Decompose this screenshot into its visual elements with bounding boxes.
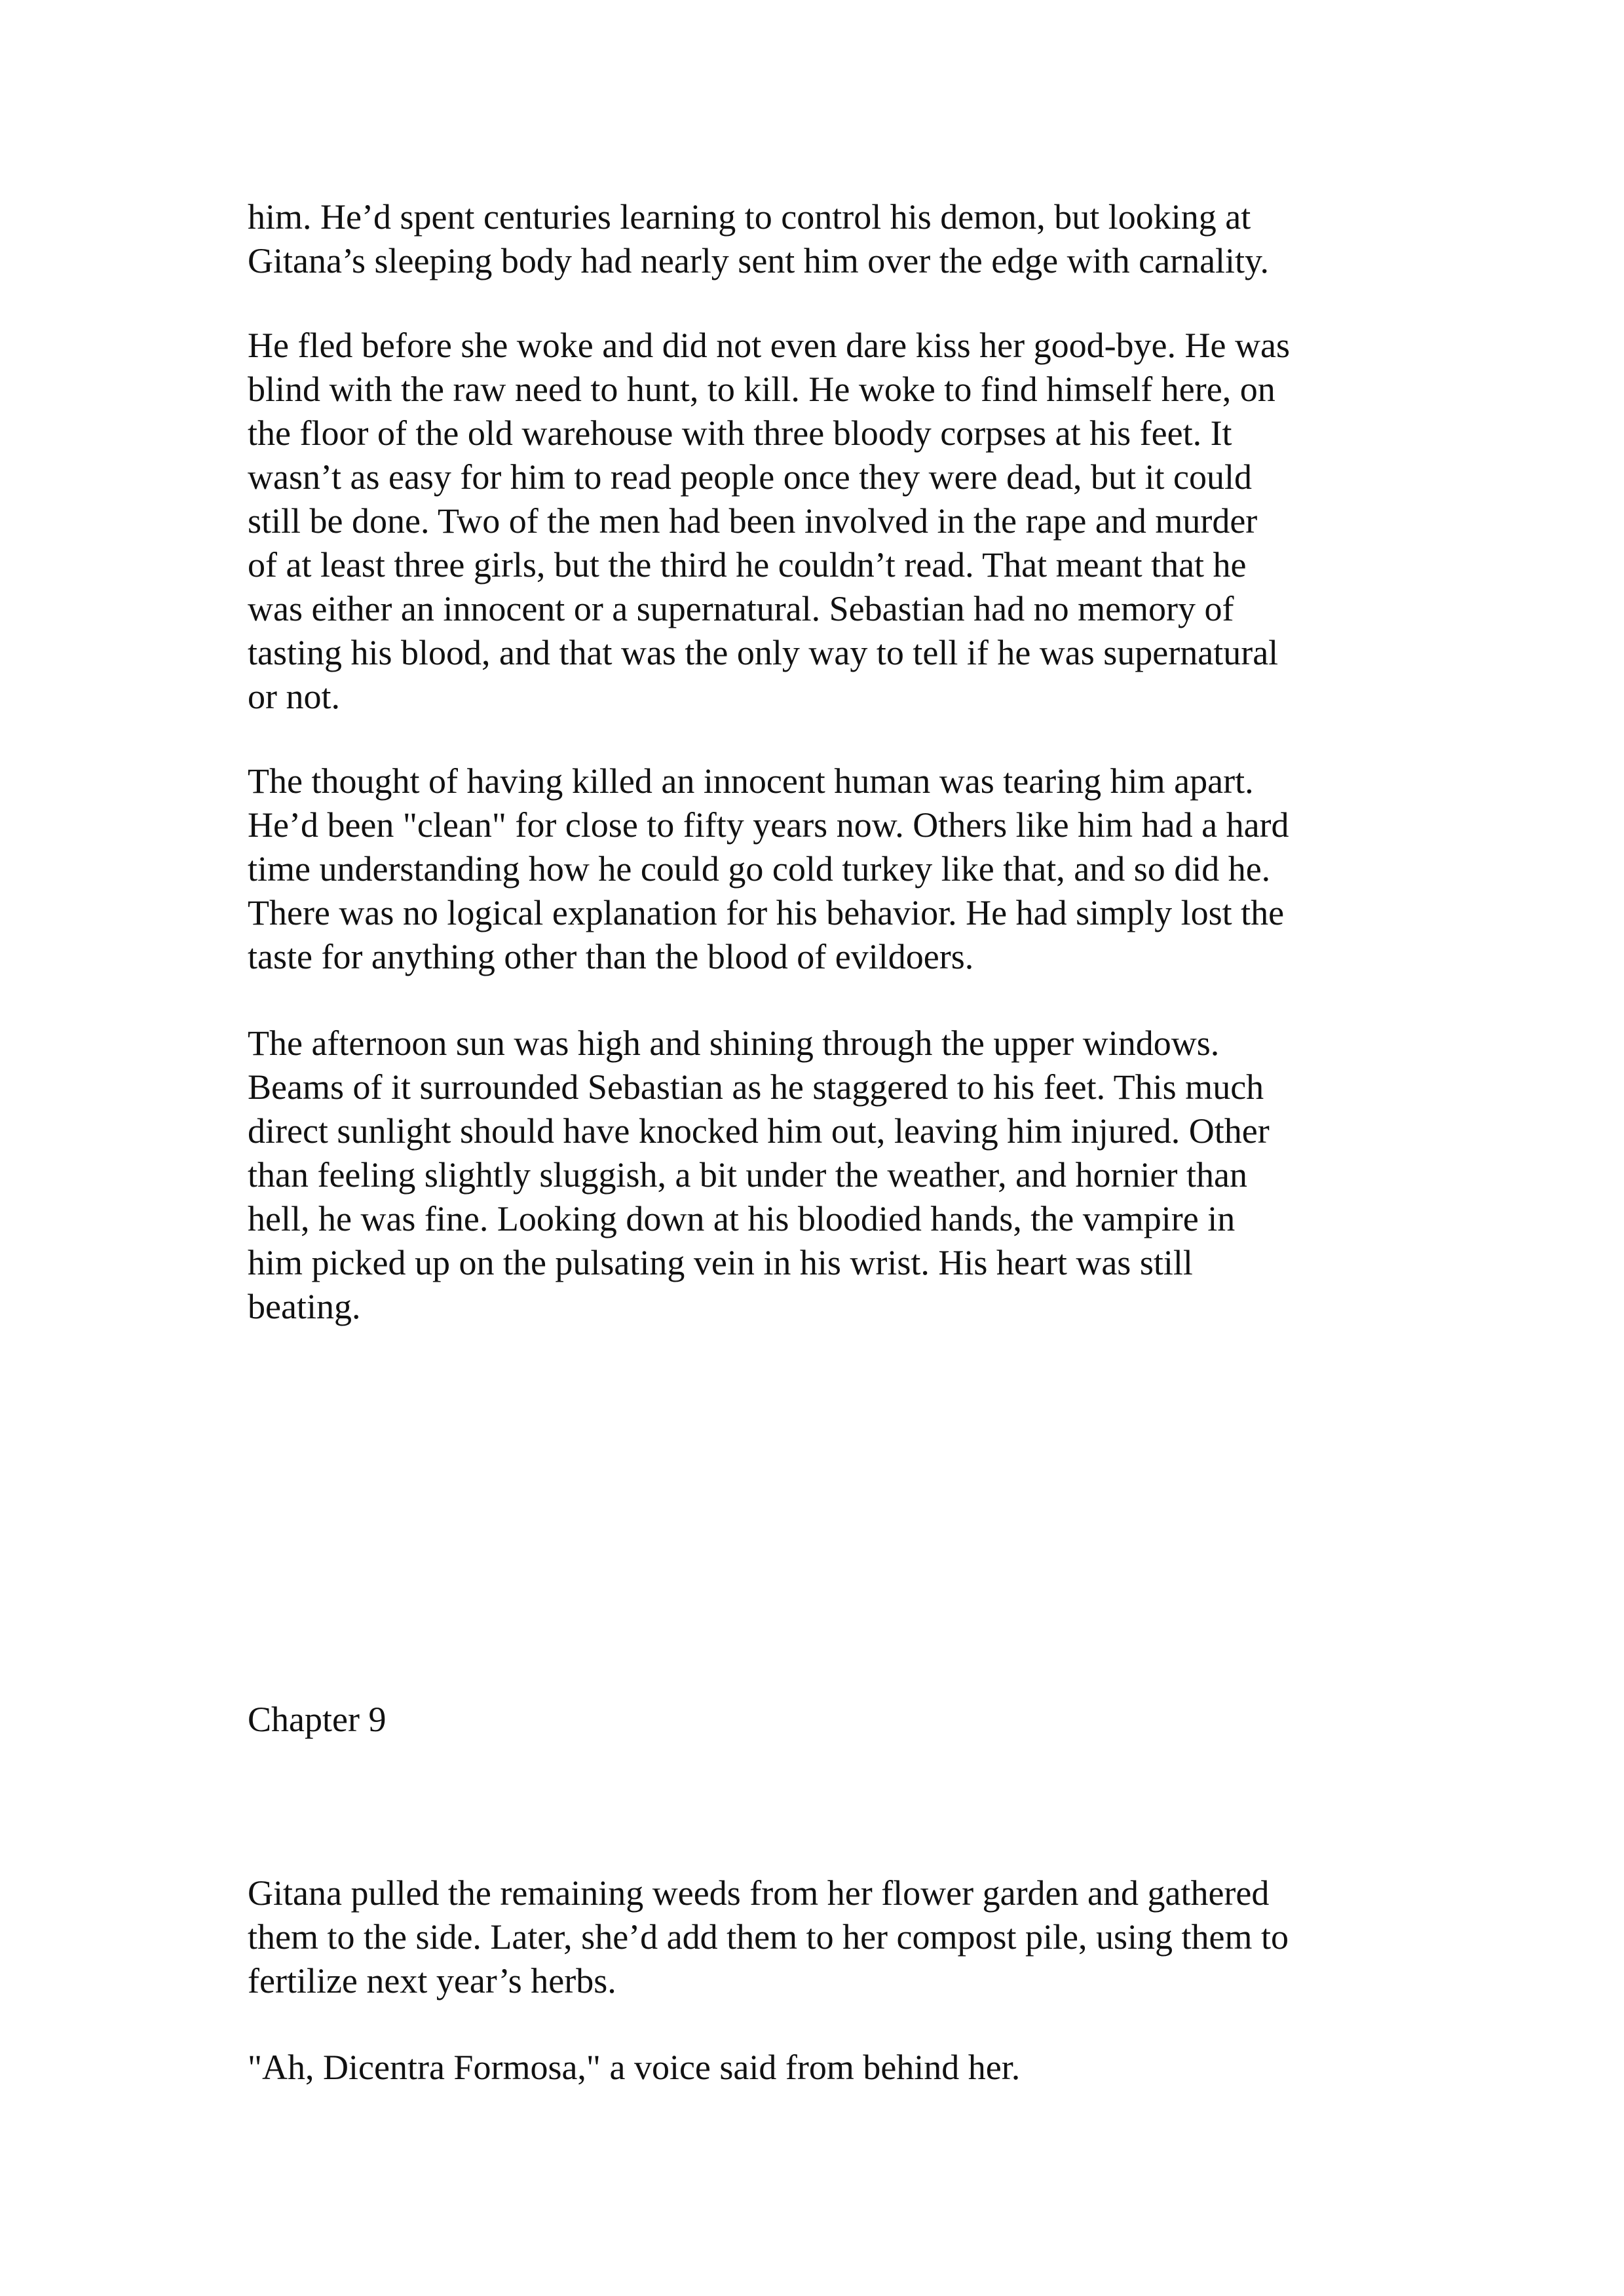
text-line: Gitana’s sleeping body had nearly sent him over the edge with carnality. (248, 241, 1270, 280)
text-line: fertilize next year’s herbs. (248, 1961, 616, 2000)
chapter-title: Chapter 9 (248, 1700, 387, 1739)
paragraph-5 (248, 1871, 1401, 2003)
text-line: He’d been "clean" for close to fifty years now. Others like him had a hard (248, 805, 1289, 845)
text-line: The thought of having killed an innocent human was tearing him apart. (248, 761, 1254, 801)
text-line: blind with the raw need to hunt, to kill. He woke to find himself here, on (248, 370, 1275, 409)
text-line: them to the side. Later, she’d add them to her compost pile, using them to (248, 1917, 1289, 1957)
text-line: than feeling slightly sluggish, a bit under the weather, and hornier than (248, 1155, 1247, 1195)
text-line: the floor of the old warehouse with three bloody corpses at his feet. It (248, 413, 1232, 453)
text-line: There was no logical explanation for his behavior. He had simply lost the (248, 893, 1285, 932)
text-line: taste for anything other than the blood of evildoers. (248, 937, 974, 976)
text-line: him picked up on the pulsating vein in his wrist. His heart was still (248, 1243, 1193, 1282)
paragraph-3 (248, 759, 1401, 979)
text-line: was either an innocent or a supernatural. Sebastian had no memory of (248, 589, 1234, 628)
text-line: him. He’d spent centuries learning to control his demon, but looking at (248, 197, 1251, 237)
text-line: "Ah, Dicentra Formosa," a voice said from behind her. (248, 2048, 1021, 2087)
text-line: or not. (248, 677, 340, 716)
text-line: of at least three girls, but the third he couldn’t read. That meant that he (248, 545, 1247, 584)
text-line: Gitana pulled the remaining weeds from her flower garden and gathered (248, 1873, 1270, 1913)
text-line: hell, he was fine. Looking down at his bloodied hands, the vampire in (248, 1199, 1236, 1238)
text-line: He fled before she woke and did not even dare kiss her good-bye. He was (248, 326, 1290, 365)
text-line: wasn’t as easy for him to read people once they were dead, but it could (248, 457, 1252, 497)
paragraph-2 (248, 324, 1401, 719)
text-line: The afternoon sun was high and shining through the upper windows. (248, 1024, 1220, 1063)
text-line: still be done. Two of the men had been involved in the rape and murder (248, 501, 1258, 541)
chapter-heading (248, 1698, 1401, 1742)
text-line: direct sunlight should have knocked him out, leaving him injured. Other (248, 1111, 1270, 1151)
text-line: tasting his blood, and that was the only way to tell if he was supernatural (248, 633, 1279, 672)
paragraph-1 (248, 195, 1401, 283)
text-line: time understanding how he could go cold turkey like that, and so did he. (248, 849, 1271, 889)
paragraph-6 (248, 2046, 1401, 2090)
text-line: beating. (248, 1287, 361, 1326)
paragraph-4 (248, 1022, 1401, 1329)
text-line: Beams of it surrounded Sebastian as he staggered to his feet. This much (248, 1067, 1264, 1107)
